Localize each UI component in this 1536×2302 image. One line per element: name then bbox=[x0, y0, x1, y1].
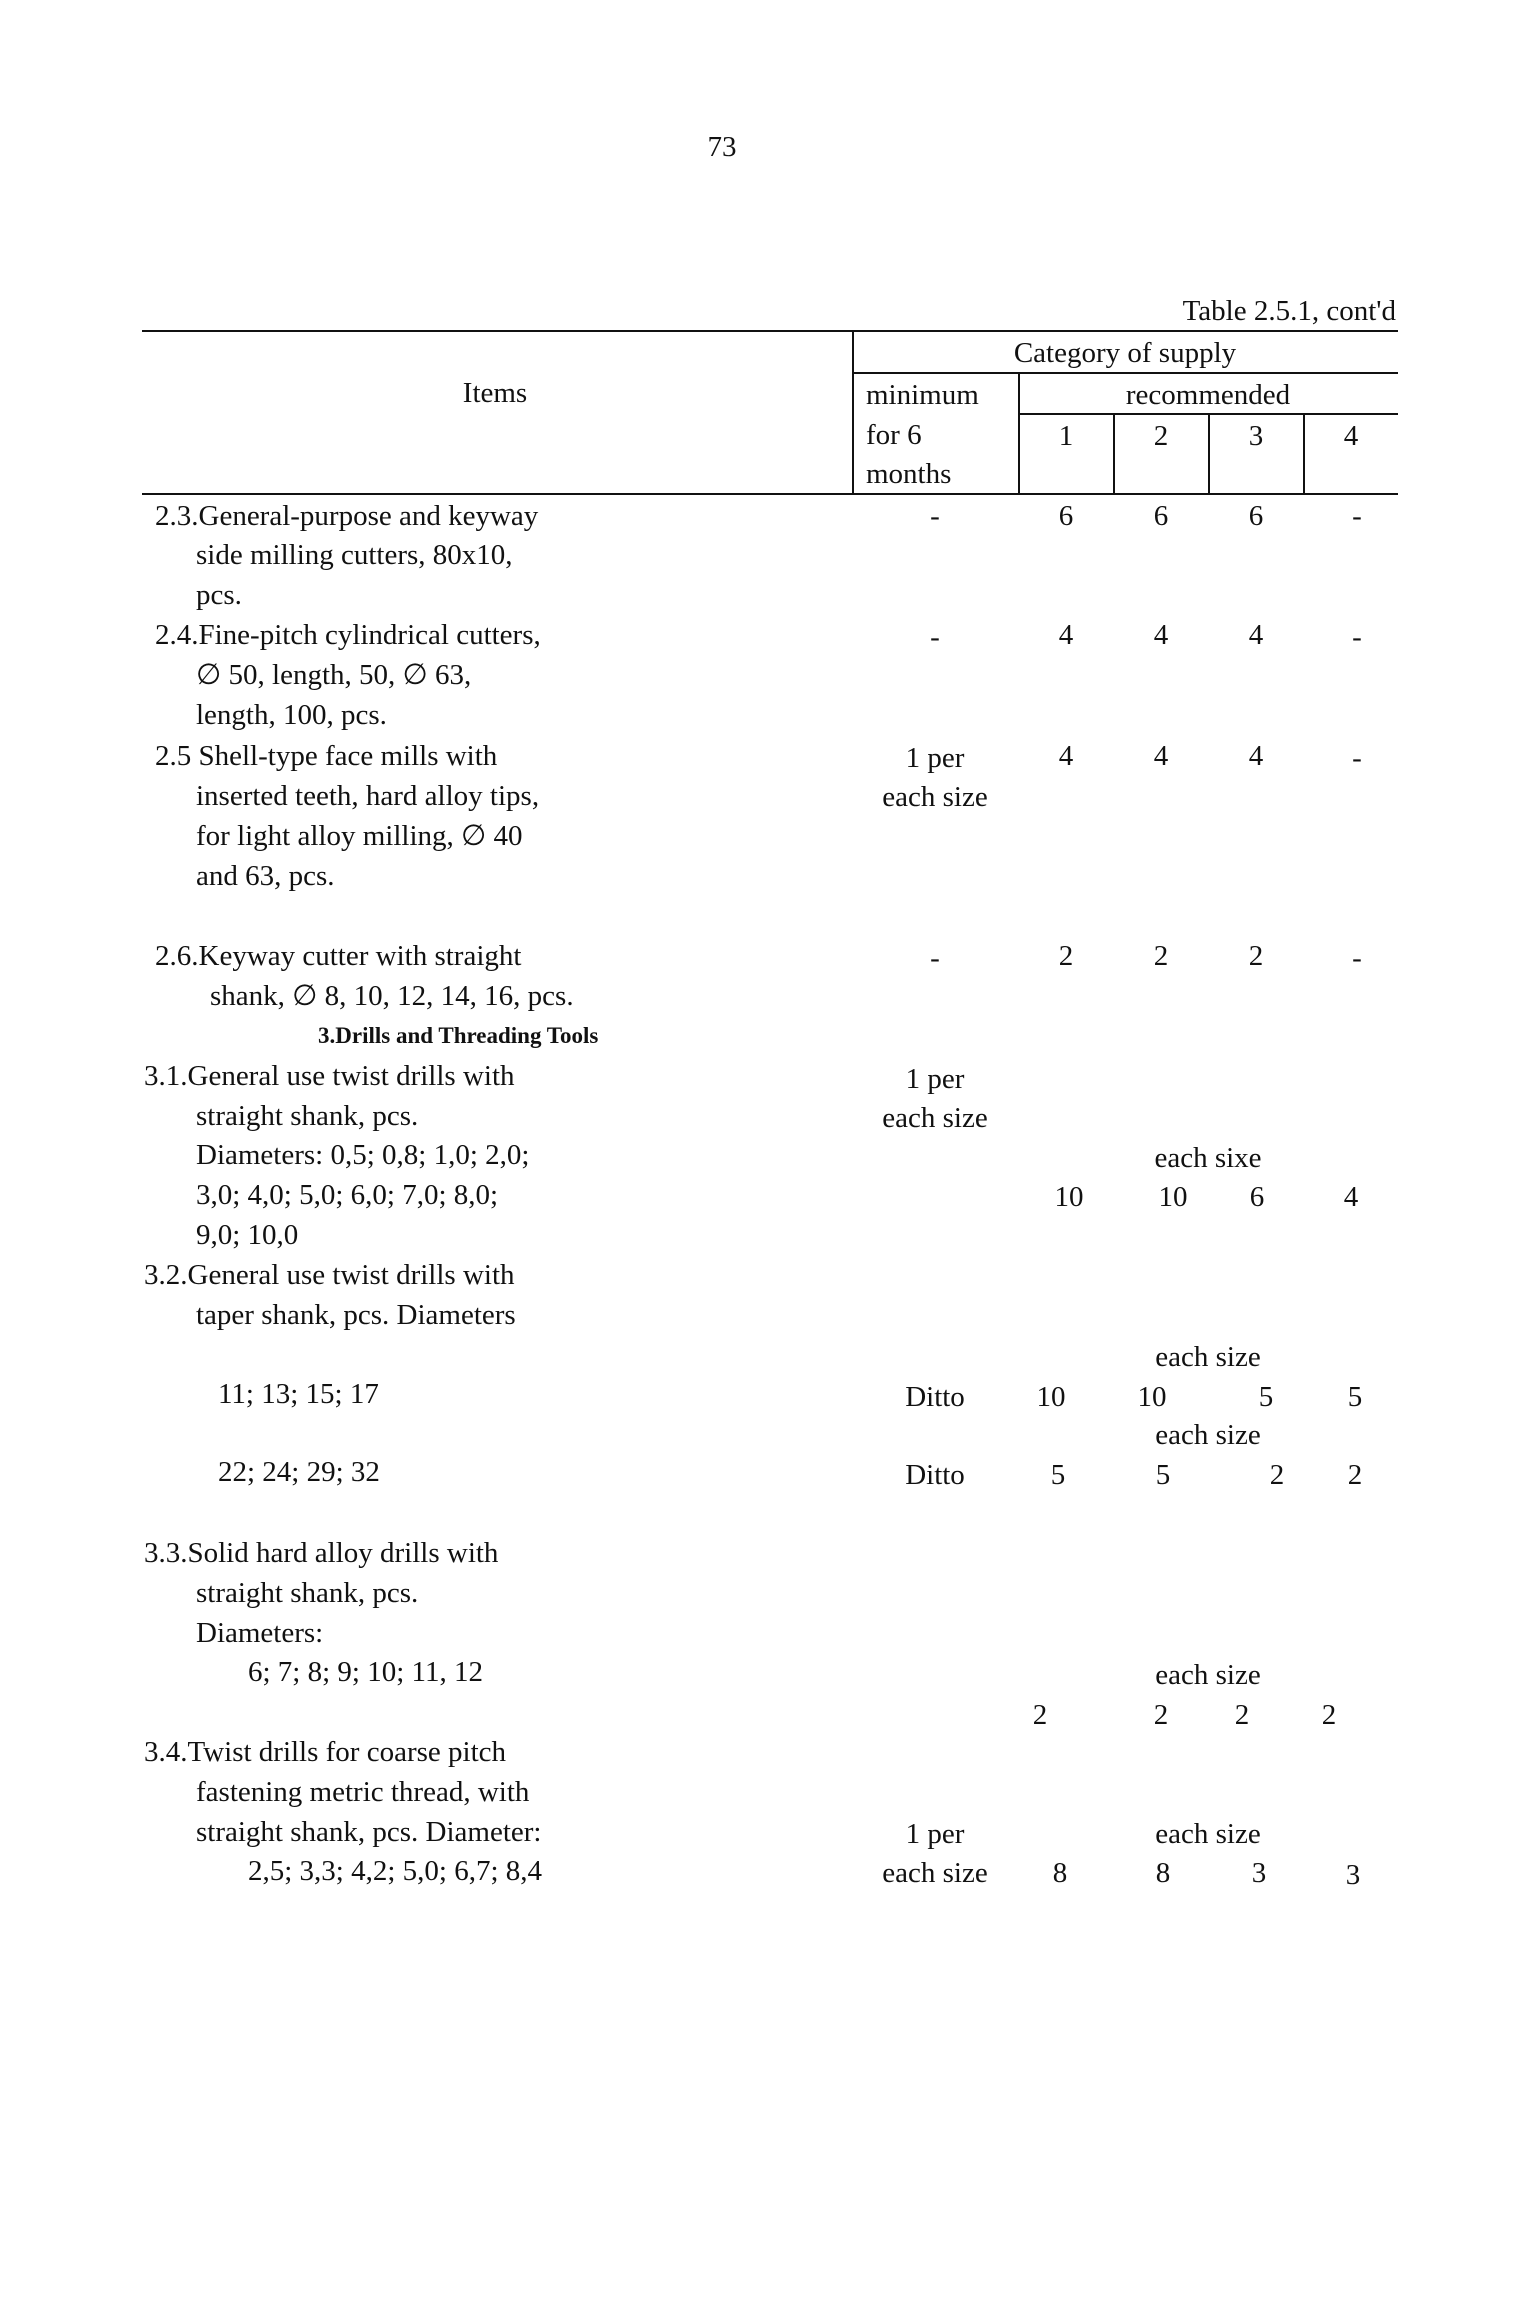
row-item-line: straight shank, pcs. Diameter: bbox=[196, 1816, 542, 1848]
row-item-line: 9,0; 10,0 bbox=[196, 1219, 299, 1251]
row-col-4: - bbox=[1352, 942, 1362, 974]
row-col-4: 3 bbox=[1345, 1859, 1361, 1891]
row-col-2: 4 bbox=[1153, 619, 1169, 651]
row-minimum: Ditto bbox=[905, 1381, 965, 1413]
row-col-4: - bbox=[1352, 500, 1362, 532]
header-col-1: 1 bbox=[1058, 420, 1074, 452]
row-minimum: - bbox=[930, 942, 940, 974]
row-item-line: ∅ 50, length, 50, ∅ 63, bbox=[196, 659, 472, 691]
header-col-2: 2 bbox=[1153, 420, 1169, 452]
row-item-line: 3.2.General use twist drills with bbox=[144, 1259, 515, 1291]
header-col-3: 3 bbox=[1248, 420, 1264, 452]
row-item-line: and 63, pcs. bbox=[196, 860, 335, 892]
header-items: Items bbox=[462, 377, 528, 409]
row-col-4: 4 bbox=[1343, 1181, 1359, 1213]
col3-divider bbox=[1303, 413, 1305, 495]
row-col-3: 2 bbox=[1234, 1699, 1250, 1731]
row-col-1: 6 bbox=[1058, 500, 1074, 532]
table-top-rule bbox=[142, 330, 1398, 332]
section-title: 3.Drills and Threading Tools bbox=[318, 1023, 599, 1048]
row-item-line: 2.6.Keyway cutter with straight bbox=[155, 940, 522, 972]
row-item-line: Diameters: 0,5; 0,8; 1,0; 2,0; bbox=[196, 1139, 530, 1171]
minimum-divider bbox=[1018, 372, 1020, 495]
row-minimum-line: 1 per bbox=[905, 742, 965, 774]
row-minimum: - bbox=[930, 500, 940, 532]
items-divider bbox=[852, 330, 854, 495]
row-item-line: 2.4.Fine-pitch cylindrical cutters, bbox=[155, 619, 541, 651]
row-minimum-line: each size bbox=[882, 781, 988, 813]
row-minimum: Ditto bbox=[905, 1459, 965, 1491]
row-item-line: length, 100, pcs. bbox=[196, 699, 387, 731]
row-col-2: 8 bbox=[1155, 1857, 1171, 1889]
row-col-2: 2 bbox=[1153, 940, 1169, 972]
row-col-3: 6 bbox=[1248, 500, 1264, 532]
row-minimum-line: each size bbox=[882, 1102, 988, 1134]
row-col-3: 6 bbox=[1249, 1181, 1265, 1213]
row-note: each size bbox=[1155, 1659, 1261, 1691]
row-note: each size bbox=[1155, 1341, 1261, 1373]
row-col-1: 8 bbox=[1052, 1857, 1068, 1889]
row-col-4: 2 bbox=[1321, 1699, 1337, 1731]
header-minimum-3: months bbox=[866, 458, 952, 490]
row-item-line: pcs. bbox=[196, 579, 242, 611]
row-note: each sixe bbox=[1154, 1142, 1262, 1174]
row-item-line: 3.4.Twist drills for coarse pitch bbox=[144, 1736, 507, 1768]
row-col-2: 10 bbox=[1158, 1181, 1188, 1213]
row-item-line: 2,5; 3,3; 4,2; 5,0; 6,7; 8,4 bbox=[248, 1855, 543, 1887]
row-col-4: - bbox=[1352, 742, 1362, 774]
row-item-line: shank, ∅ 8, 10, 12, 14, 16, pcs. bbox=[210, 980, 574, 1012]
header-col-4: 4 bbox=[1343, 420, 1359, 452]
row-col-1: 2 bbox=[1032, 1699, 1048, 1731]
row-item-line: 6; 7; 8; 9; 10; 11, 12 bbox=[248, 1656, 483, 1688]
row-col-4: - bbox=[1352, 621, 1362, 653]
row-col-3: 4 bbox=[1248, 740, 1264, 772]
row-sub-label: 22; 24; 29; 32 bbox=[218, 1456, 380, 1488]
row-col-2: 2 bbox=[1153, 1699, 1169, 1731]
row-col-2: 5 bbox=[1155, 1459, 1171, 1491]
header-category: Category of supply bbox=[1013, 337, 1237, 369]
row-item-line: 2.3.General-purpose and keyway bbox=[155, 500, 539, 532]
row-note: each size bbox=[1155, 1818, 1261, 1850]
row-col-1: 5 bbox=[1050, 1459, 1066, 1491]
col1-divider bbox=[1113, 413, 1115, 495]
row-col-3: 3 bbox=[1251, 1857, 1267, 1889]
row-col-1: 4 bbox=[1058, 619, 1074, 651]
table-caption: Table 2.5.1, cont'd bbox=[1182, 295, 1396, 327]
row-item-line: straight shank, pcs. bbox=[196, 1100, 419, 1132]
row-item-line: side milling cutters, 80x10, bbox=[196, 539, 513, 571]
row-item-line: for light alloy milling, ∅ 40 bbox=[196, 820, 523, 852]
row-item-line: 3,0; 4,0; 5,0; 6,0; 7,0; 8,0; bbox=[196, 1179, 499, 1211]
row-col-3: 5 bbox=[1258, 1381, 1274, 1413]
row-item-line: fastening metric thread, with bbox=[196, 1776, 530, 1808]
row-minimum-line: each size bbox=[882, 1857, 988, 1889]
row-col-4: 2 bbox=[1347, 1459, 1363, 1491]
row-col-1: 10 bbox=[1036, 1381, 1066, 1413]
row-sub-label: 11; 13; 15; 17 bbox=[218, 1378, 379, 1410]
row-col-2: 4 bbox=[1153, 740, 1169, 772]
row-note: each size bbox=[1155, 1419, 1261, 1451]
category-rule bbox=[852, 372, 1398, 374]
row-col-2: 10 bbox=[1137, 1381, 1167, 1413]
row-col-3: 2 bbox=[1248, 940, 1264, 972]
row-item-line: 3.3.Solid hard alloy drills with bbox=[144, 1537, 499, 1569]
row-item-line: 3.1.General use twist drills with bbox=[144, 1060, 515, 1092]
row-item-line: taper shank, pcs. Diameters bbox=[196, 1299, 516, 1331]
row-col-1: 10 bbox=[1054, 1181, 1084, 1213]
row-minimum-line: 1 per bbox=[905, 1063, 965, 1095]
row-item-line: straight shank, pcs. bbox=[196, 1577, 419, 1609]
row-col-1: 2 bbox=[1058, 940, 1074, 972]
page-number: 73 bbox=[707, 131, 737, 163]
row-col-2: 6 bbox=[1153, 500, 1169, 532]
header-minimum-2: for 6 bbox=[866, 419, 922, 451]
col2-divider bbox=[1208, 413, 1210, 495]
header-minimum-1: minimum bbox=[866, 379, 979, 411]
row-minimum: - bbox=[930, 621, 940, 653]
row-col-3: 4 bbox=[1248, 619, 1264, 651]
row-col-1: 4 bbox=[1058, 740, 1074, 772]
header-recommended: recommended bbox=[1125, 379, 1291, 411]
row-item-line: Diameters: bbox=[196, 1617, 324, 1649]
row-col-3: 2 bbox=[1269, 1459, 1285, 1491]
row-item-line: inserted teeth, hard alloy tips, bbox=[196, 780, 540, 812]
row-item-line: 2.5 Shell-type face mills with bbox=[155, 740, 498, 772]
row-minimum-line: 1 per bbox=[905, 1818, 965, 1850]
row-col-4: 5 bbox=[1347, 1381, 1363, 1413]
